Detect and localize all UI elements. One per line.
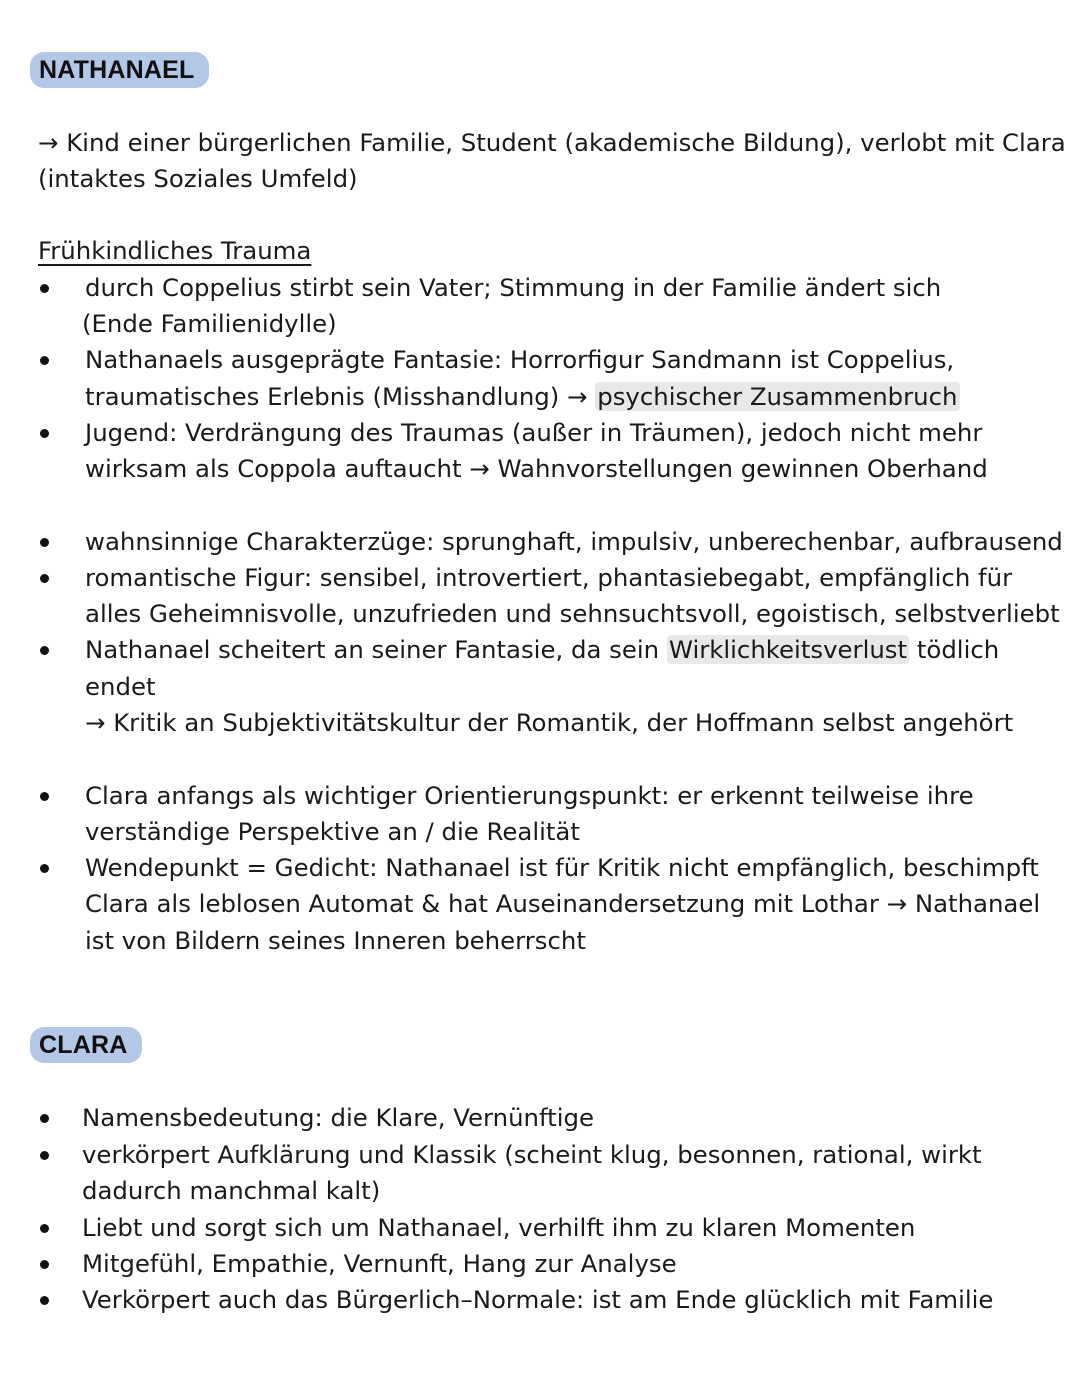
traits-bullet-3-line-2: endet bbox=[85, 672, 156, 701]
intro-line-2: (intaktes Soziales Umfeld) bbox=[38, 164, 358, 193]
bullet-dot bbox=[40, 1296, 49, 1305]
bullet-dot bbox=[40, 284, 49, 293]
clara-bullet-4: Mitgefühl, Empathie, Vernunft, Hang zur Analyse bbox=[82, 1249, 677, 1278]
trauma-bullet-3-line-1: Jugend: Verdrängung des Traumas (außer in Träumen), jedoch nicht mehr bbox=[85, 418, 983, 447]
trauma-bullet-2-text: traumatisches Erlebnis (Misshandlung) → bbox=[85, 382, 596, 411]
bullet-dot bbox=[40, 1224, 49, 1233]
intro-line-1: → Kind einer bürgerlichen Familie, Student (akademische Bildung), verlobt mit Clara bbox=[38, 128, 1066, 157]
traits-bullet-3-line-1 bbox=[85, 632, 999, 668]
clara-bullet-5: Verkörpert auch das Bürgerlich–Normale: ist am Ende glücklich mit Familie bbox=[82, 1285, 994, 1314]
bullet-dot bbox=[40, 792, 49, 801]
traits-bullet-3-text: Nathanael scheitert an seiner Fantasie, da sein bbox=[85, 635, 667, 664]
bullet-dot bbox=[40, 538, 49, 547]
clara-relation-bullet-2-line-2: Clara als leblosen Automat & hat Auseinandersetzung mit Lothar → Nathanael bbox=[85, 889, 1041, 918]
trauma-bullet-2-line-1: Nathanaels ausgeprägte Fantasie: Horrorfigur Sandmann ist Coppelius, bbox=[85, 345, 955, 374]
trauma-bullet-2-line-2 bbox=[85, 379, 960, 415]
clara-relation-bullet-1-line-2: verständige Perspektive an / die Realität bbox=[85, 817, 580, 846]
clara-bullet-3: Liebt und sorgt sich um Nathanael, verhilft ihm zu klaren Momenten bbox=[82, 1213, 916, 1242]
clara-relation-bullet-1-line-1: Clara anfangs als wichtiger Orientierungspunkt: er erkennt teilweise ihre bbox=[85, 781, 974, 810]
highlighted-text: psychischer Zusammenbruch bbox=[597, 382, 958, 411]
traits-bullet-2-line-1: romantische Figur: sensibel, introvertiert, phantasiebegabt, empfänglich für bbox=[85, 563, 1013, 592]
bullet-dot bbox=[40, 646, 49, 655]
clara-bullet-1: Namensbedeutung: die Klare, Vernünftige bbox=[82, 1103, 594, 1132]
clara-relation-bullet-2-line-3: ist von Bildern seines Inneren beherrscht bbox=[85, 926, 586, 955]
traits-bullet-2-line-2: alles Geheimnisvolle, unzufrieden und sehnsuchtsvoll, egoistisch, selbstverliebt bbox=[85, 599, 1060, 628]
bullet-dot bbox=[40, 1260, 49, 1269]
trauma-bullet-1-line-2: (Ende Familienidylle) bbox=[82, 309, 337, 338]
bullet-dot bbox=[40, 864, 49, 873]
clara-bullet-2-line-2: dadurch manchmal kalt) bbox=[82, 1176, 381, 1205]
clara-bullet-2-line-1: verkörpert Aufklärung und Klassik (scheint klug, besonnen, rational, wirkt bbox=[82, 1140, 982, 1169]
bullet-dot bbox=[40, 1114, 49, 1123]
clara-relation-bullet-2-line-1: Wendepunkt = Gedicht: Nathanael ist für Kritik nicht empfänglich, beschimpft bbox=[85, 853, 1039, 882]
trauma-bullet-1-line-1: durch Coppelius stirbt sein Vater; Stimmung in der Familie ändert sich bbox=[85, 273, 942, 302]
bullet-dot bbox=[40, 1151, 49, 1160]
traits-bullet-3-text-end: tödlich bbox=[909, 635, 1000, 664]
bullet-dot bbox=[40, 574, 49, 583]
highlighted-text: Wirklichkeitsverlust bbox=[668, 635, 908, 664]
bullet-dot bbox=[40, 429, 49, 438]
traits-bullet-3-line-3: → Kritik an Subjektivitätskultur der Romantik, der Hoffmann selbst angehört bbox=[85, 708, 1014, 737]
trauma-bullet-3-line-2: wirksam als Coppola auftaucht → Wahnvorstellungen gewinnen Oberhand bbox=[85, 454, 988, 483]
bullet-dot bbox=[40, 356, 49, 365]
section-tag-clara: CLARA bbox=[30, 1027, 142, 1063]
section-tag-nathanael: NATHANAEL bbox=[30, 52, 209, 88]
traits-bullet-1: wahnsinnige Charakterzüge: sprunghaft, impulsiv, unberechenbar, aufbrausend bbox=[85, 527, 1063, 556]
subheading-trauma: Frühkindliches Trauma bbox=[38, 236, 312, 265]
